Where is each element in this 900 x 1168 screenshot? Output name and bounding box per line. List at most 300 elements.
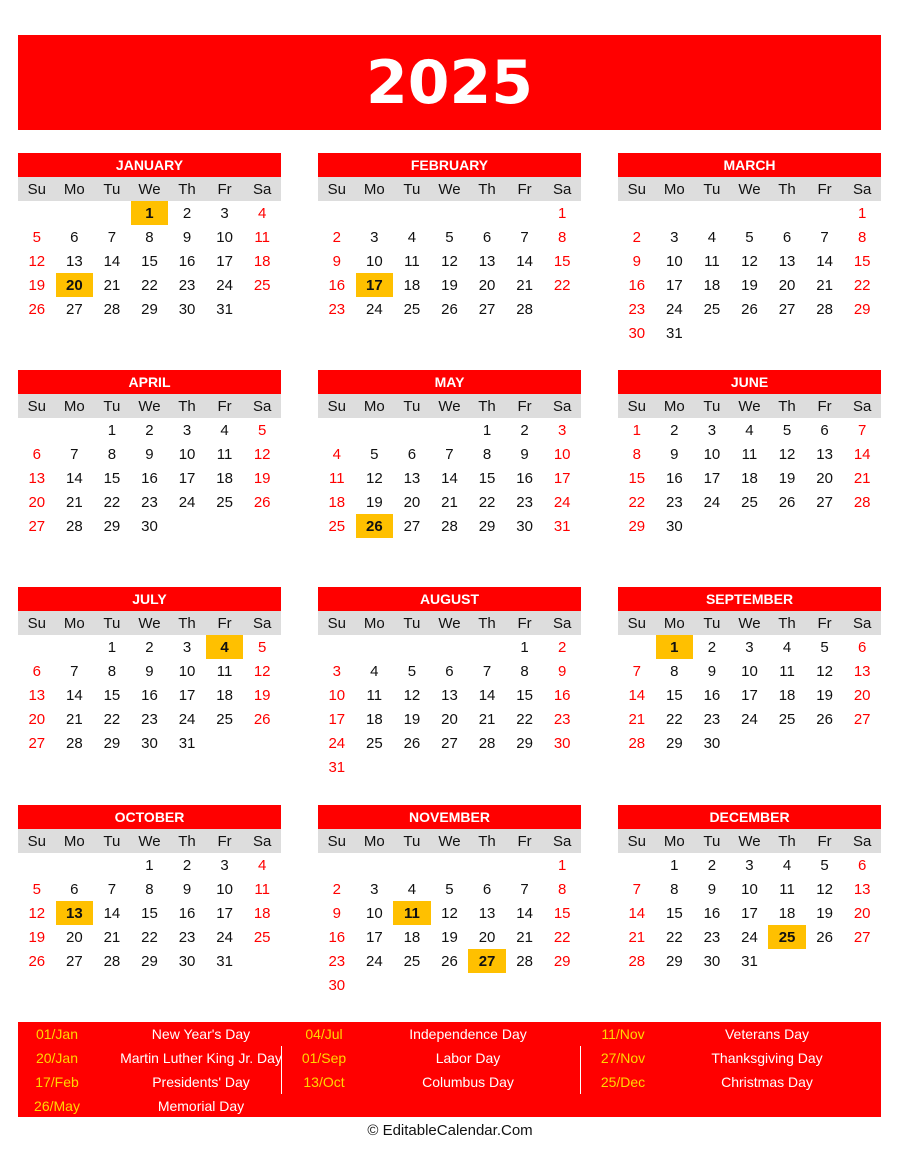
day-cell: 24 — [741, 710, 758, 728]
day-cell: 21 — [441, 493, 458, 511]
empty-day-cell — [56, 418, 94, 442]
day-cell: 21 — [103, 928, 121, 946]
day-cell: 28 — [853, 493, 871, 511]
day-cell: 26 — [441, 300, 458, 318]
day-cell: 9 — [557, 662, 567, 680]
month-title: FEBRUARY — [318, 153, 581, 177]
day-cell: 25 — [328, 517, 346, 535]
day-cell: 6 — [857, 638, 867, 656]
day-cell: 15 — [666, 904, 683, 922]
week-row — [318, 514, 581, 538]
weekday-label: Tu — [103, 397, 121, 415]
month-december — [618, 805, 881, 973]
weekday-label: Sa — [552, 180, 572, 198]
day-cell: 8 — [857, 228, 867, 246]
holiday-day-cell: 20 — [56, 273, 94, 297]
weekday-label: We — [138, 614, 161, 632]
holiday-column — [285, 1022, 573, 1094]
day-cell: 29 — [103, 734, 121, 752]
week-row — [318, 683, 581, 707]
day-cell: 29 — [666, 734, 683, 752]
day-cell: 16 — [328, 928, 346, 946]
weekday-label: We — [438, 832, 461, 850]
day-cell: 29 — [478, 517, 496, 535]
empty-day-cell — [431, 973, 469, 997]
day-cell: 23 — [703, 928, 721, 946]
holiday-day-cell: 11 — [393, 901, 431, 925]
day-cell: 24 — [741, 928, 758, 946]
day-cell: 23 — [666, 493, 683, 511]
day-cell: 9 — [182, 228, 192, 246]
holiday-day-cell: 27 — [468, 949, 506, 973]
day-cell: 31 — [553, 517, 571, 535]
weekday-label: Mo — [363, 180, 385, 198]
day-cell: 13 — [478, 904, 496, 922]
holiday-date: 20/Jan — [35, 1050, 79, 1066]
week-row — [318, 853, 581, 877]
day-cell: 12 — [253, 445, 271, 463]
day-cell: 4 — [370, 662, 379, 680]
holiday-row — [584, 1070, 872, 1094]
day-cell: 5 — [407, 662, 417, 680]
empty-day-cell — [843, 731, 881, 755]
weekday-header — [18, 394, 281, 418]
day-cell: 20 — [28, 493, 46, 511]
day-cell: 15 — [478, 469, 496, 487]
day-cell: 26 — [778, 493, 796, 511]
day-cell: 14 — [628, 686, 646, 704]
day-cell: 18 — [366, 710, 383, 728]
weekday-label: Fr — [517, 832, 532, 850]
empty-day-cell — [768, 949, 806, 973]
day-cell: 6 — [820, 421, 829, 439]
day-cell: 2 — [182, 204, 192, 222]
day-cell: 23 — [178, 928, 196, 946]
empty-day-cell — [618, 201, 656, 225]
day-cell: 16 — [516, 469, 533, 487]
week-row — [618, 442, 881, 466]
day-cell: 4 — [707, 228, 717, 246]
empty-day-cell — [356, 635, 394, 659]
day-cell: 23 — [141, 493, 158, 511]
day-cell: 29 — [141, 300, 158, 318]
weekday-label: Mo — [663, 180, 685, 198]
week-row — [18, 442, 281, 466]
day-cell: 5 — [445, 228, 454, 246]
empty-day-cell — [656, 201, 694, 225]
day-cell: 7 — [482, 662, 492, 680]
day-cell: 10 — [741, 880, 758, 898]
day-cell: 3 — [220, 204, 229, 222]
empty-day-cell — [731, 514, 769, 538]
day-cell: 6 — [70, 228, 79, 246]
weekday-label: Su — [627, 832, 646, 850]
day-cell: 12 — [28, 904, 46, 922]
week-row — [618, 707, 881, 731]
holiday-day-cell: 17 — [356, 273, 394, 297]
day-cell: 17 — [178, 469, 196, 487]
day-cell: 8 — [107, 445, 117, 463]
empty-day-cell — [506, 755, 544, 779]
holiday-date: 26/May — [34, 1098, 80, 1114]
empty-day-cell — [693, 201, 731, 225]
weekday-label: Tu — [703, 180, 721, 198]
day-cell: 11 — [704, 252, 720, 270]
day-cell: 19 — [778, 469, 796, 487]
weekday-header — [618, 611, 881, 635]
day-cell: 10 — [741, 662, 758, 680]
weekday-label: Su — [27, 397, 46, 415]
weekday-label: Th — [478, 832, 496, 850]
week-row — [318, 442, 581, 466]
empty-day-cell — [806, 201, 844, 225]
week-row — [18, 901, 281, 925]
weekday-label: Th — [178, 180, 196, 198]
day-cell: 26 — [28, 952, 46, 970]
day-cell: 27 — [441, 734, 458, 752]
day-cell: 19 — [441, 276, 458, 294]
holiday-row — [18, 1022, 306, 1046]
day-cell: 26 — [816, 928, 833, 946]
weekday-label: Mo — [63, 397, 85, 415]
weekday-label: We — [138, 832, 161, 850]
weekday-label: Fr — [217, 614, 232, 632]
month-august — [318, 587, 581, 779]
day-cell: 24 — [216, 276, 233, 294]
day-cell: 7 — [107, 880, 117, 898]
day-cell: 1 — [557, 856, 567, 874]
day-cell: 7 — [70, 662, 79, 680]
day-cell: 25 — [741, 493, 758, 511]
day-cell: 1 — [632, 421, 641, 439]
day-cell: 7 — [520, 228, 529, 246]
weekday-label: Th — [778, 614, 796, 632]
weekday-label: Tu — [703, 832, 721, 850]
day-cell: 23 — [328, 952, 346, 970]
day-cell: 15 — [666, 686, 683, 704]
day-cell: 17 — [366, 928, 383, 946]
day-cell: 14 — [853, 445, 871, 463]
empty-day-cell — [431, 418, 469, 442]
day-cell: 20 — [478, 276, 496, 294]
weekday-label: Mo — [63, 614, 85, 632]
weekday-label: We — [738, 180, 761, 198]
weekday-label: Th — [778, 832, 796, 850]
day-cell: 19 — [816, 686, 833, 704]
day-cell: 2 — [332, 228, 341, 246]
week-row — [18, 201, 281, 225]
week-row — [18, 635, 281, 659]
holiday-day-cell: 26 — [356, 514, 394, 538]
empty-day-cell — [806, 731, 844, 755]
day-cell: 7 — [820, 228, 829, 246]
holiday-column — [18, 1022, 306, 1118]
weekday-label: Fr — [517, 397, 532, 415]
day-cell: 6 — [32, 662, 41, 680]
holiday-list — [18, 1022, 881, 1117]
empty-day-cell — [393, 755, 431, 779]
day-cell: 18 — [216, 469, 233, 487]
week-row — [18, 273, 281, 297]
empty-day-cell — [56, 201, 94, 225]
day-cell: 2 — [145, 421, 154, 439]
day-cell: 5 — [782, 421, 792, 439]
holiday-name: Christmas Day — [721, 1074, 813, 1090]
day-cell: 18 — [253, 252, 271, 270]
day-cell: 12 — [816, 662, 833, 680]
empty-day-cell — [93, 853, 131, 877]
month-title: JULY — [18, 587, 281, 611]
weekday-label: Fr — [817, 180, 832, 198]
holiday-name: Martin Luther King Jr. Day — [120, 1050, 282, 1066]
day-cell: 9 — [145, 445, 154, 463]
holiday-row — [285, 1022, 573, 1046]
day-cell: 9 — [145, 662, 154, 680]
day-cell: 11 — [216, 662, 233, 680]
day-cell: 17 — [178, 686, 196, 704]
day-cell: 17 — [703, 469, 721, 487]
weekday-label: Tu — [103, 614, 121, 632]
weekday-label: Sa — [552, 397, 572, 415]
weekday-label: Th — [478, 180, 496, 198]
day-cell: 4 — [782, 638, 792, 656]
day-cell: 2 — [182, 856, 192, 874]
day-cell: 22 — [516, 710, 533, 728]
week-row — [618, 514, 881, 538]
day-cell: 14 — [516, 252, 533, 270]
day-cell: 11 — [366, 686, 383, 704]
day-cell: 13 — [816, 445, 833, 463]
day-cell: 19 — [253, 686, 271, 704]
day-cell: 25 — [703, 300, 721, 318]
empty-day-cell — [468, 973, 506, 997]
day-cell: 10 — [328, 686, 346, 704]
weekday-label: Fr — [217, 180, 232, 198]
week-row — [18, 731, 281, 755]
empty-day-cell — [543, 755, 581, 779]
day-cell: 21 — [853, 469, 871, 487]
month-november — [318, 805, 581, 997]
month-title: APRIL — [18, 370, 281, 394]
weekday-label: Su — [27, 832, 46, 850]
empty-day-cell — [468, 201, 506, 225]
day-cell: 20 — [778, 276, 796, 294]
day-cell: 15 — [853, 252, 871, 270]
day-cell: 21 — [628, 710, 646, 728]
month-march — [618, 153, 881, 345]
week-row — [18, 853, 281, 877]
empty-day-cell — [318, 635, 356, 659]
weekday-label: Sa — [252, 180, 272, 198]
weekday-label: Th — [778, 397, 796, 415]
weekday-label: Th — [778, 180, 796, 198]
day-cell: 22 — [141, 928, 158, 946]
weekday-label: Th — [178, 832, 196, 850]
week-row — [318, 755, 581, 779]
day-cell: 6 — [32, 445, 41, 463]
empty-day-cell — [506, 201, 544, 225]
holiday-name: Veterans Day — [724, 1026, 810, 1042]
day-cell: 21 — [516, 928, 533, 946]
weekday-label: We — [738, 397, 761, 415]
month-title: DECEMBER — [618, 805, 881, 829]
day-cell: 3 — [182, 638, 192, 656]
weekday-header — [618, 394, 881, 418]
week-row — [618, 297, 881, 321]
day-cell: 12 — [253, 662, 271, 680]
weekday-header — [318, 829, 581, 853]
week-row — [318, 490, 581, 514]
day-cell: 3 — [182, 421, 192, 439]
week-row — [618, 466, 881, 490]
year-title: 2025 — [18, 35, 881, 130]
day-cell: 21 — [516, 276, 533, 294]
day-cell: 23 — [141, 710, 158, 728]
week-row — [18, 683, 281, 707]
day-cell: 20 — [478, 928, 496, 946]
day-cell: 9 — [707, 880, 717, 898]
week-row — [18, 418, 281, 442]
empty-day-cell — [768, 514, 806, 538]
day-cell: 25 — [216, 493, 233, 511]
weekday-header — [618, 829, 881, 853]
weekday-label: Tu — [103, 180, 121, 198]
day-cell: 17 — [328, 710, 346, 728]
day-cell: 31 — [666, 324, 683, 342]
week-row — [618, 683, 881, 707]
weekday-label: Fr — [817, 614, 832, 632]
day-cell: 26 — [816, 710, 833, 728]
day-cell: 23 — [553, 710, 571, 728]
day-cell: 1 — [107, 421, 117, 439]
day-cell: 13 — [28, 686, 46, 704]
holiday-row — [18, 1046, 306, 1070]
footer-credit: © EditableCalendar.Com — [367, 1121, 533, 1139]
day-cell: 4 — [782, 856, 792, 874]
day-cell: 4 — [407, 880, 417, 898]
day-cell: 10 — [366, 904, 383, 922]
day-cell: 26 — [253, 710, 271, 728]
day-cell: 27 — [403, 517, 421, 535]
holiday-row — [18, 1094, 306, 1118]
weekday-label: Sa — [852, 832, 872, 850]
day-cell: 26 — [441, 952, 458, 970]
day-cell: 31 — [216, 952, 233, 970]
day-cell: 25 — [216, 710, 233, 728]
day-cell: 18 — [741, 469, 758, 487]
day-cell: 8 — [145, 228, 154, 246]
week-row — [318, 466, 581, 490]
holiday-name: Labor Day — [435, 1050, 501, 1066]
day-cell: 30 — [553, 734, 571, 752]
day-cell: 3 — [370, 880, 379, 898]
day-cell: 21 — [816, 276, 833, 294]
day-cell: 19 — [28, 276, 46, 294]
day-cell: 14 — [66, 469, 83, 487]
holiday-date: 27/Nov — [600, 1050, 646, 1066]
weekday-header — [18, 177, 281, 201]
empty-day-cell — [356, 201, 394, 225]
day-cell: 3 — [745, 856, 754, 874]
holiday-name: Presidents' Day — [152, 1074, 250, 1090]
day-cell: 25 — [253, 276, 271, 294]
holiday-column — [584, 1022, 872, 1094]
day-cell: 30 — [141, 517, 158, 535]
empty-day-cell — [206, 731, 244, 755]
day-cell: 4 — [745, 421, 754, 439]
day-cell: 21 — [478, 710, 496, 728]
weekday-label: Sa — [852, 180, 872, 198]
day-cell: 10 — [216, 228, 233, 246]
empty-day-cell — [18, 635, 56, 659]
empty-day-cell — [618, 853, 656, 877]
day-cell: 22 — [553, 276, 571, 294]
weekday-label: We — [438, 614, 461, 632]
day-cell: 15 — [553, 904, 571, 922]
week-row — [18, 514, 281, 538]
weekday-label: Mo — [663, 397, 685, 415]
weekday-label: Tu — [403, 614, 421, 632]
day-cell: 12 — [441, 252, 458, 270]
day-cell: 9 — [332, 252, 341, 270]
week-row — [618, 635, 881, 659]
day-cell: 5 — [32, 228, 41, 246]
empty-day-cell — [356, 755, 394, 779]
empty-day-cell — [206, 514, 244, 538]
weekday-label: Su — [627, 397, 646, 415]
empty-day-cell — [731, 201, 769, 225]
day-cell: 8 — [557, 228, 567, 246]
week-row — [318, 201, 581, 225]
day-cell: 19 — [441, 928, 458, 946]
weekday-label: Su — [327, 397, 346, 415]
month-may — [318, 370, 581, 538]
day-cell: 26 — [741, 300, 758, 318]
day-cell: 18 — [703, 276, 721, 294]
day-cell: 11 — [328, 469, 345, 487]
month-title: SEPTEMBER — [618, 587, 881, 611]
empty-day-cell — [468, 853, 506, 877]
weekday-label: Fr — [517, 180, 532, 198]
day-cell: 14 — [103, 252, 121, 270]
day-cell: 17 — [553, 469, 571, 487]
weekday-label: Mo — [663, 614, 685, 632]
day-cell: 16 — [553, 686, 571, 704]
day-cell: 12 — [741, 252, 758, 270]
week-row — [618, 925, 881, 949]
day-cell: 28 — [441, 517, 458, 535]
day-cell: 10 — [553, 445, 571, 463]
day-cell: 12 — [778, 445, 796, 463]
weekday-label: Th — [178, 614, 196, 632]
day-cell: 14 — [816, 252, 833, 270]
day-cell: 24 — [553, 493, 571, 511]
weekday-label: Su — [627, 614, 646, 632]
weekday-label: Su — [327, 832, 346, 850]
holiday-day-cell: 25 — [768, 925, 806, 949]
day-cell: 8 — [557, 880, 567, 898]
day-cell: 28 — [628, 734, 646, 752]
weekday-label: Sa — [552, 614, 572, 632]
holiday-name: Independence Day — [409, 1026, 527, 1042]
day-cell: 11 — [741, 445, 758, 463]
day-cell: 12 — [28, 252, 46, 270]
day-cell: 22 — [103, 493, 121, 511]
weekday-label: We — [438, 180, 461, 198]
week-row — [318, 949, 581, 973]
day-cell: 4 — [407, 228, 417, 246]
weekday-label: Tu — [703, 397, 721, 415]
